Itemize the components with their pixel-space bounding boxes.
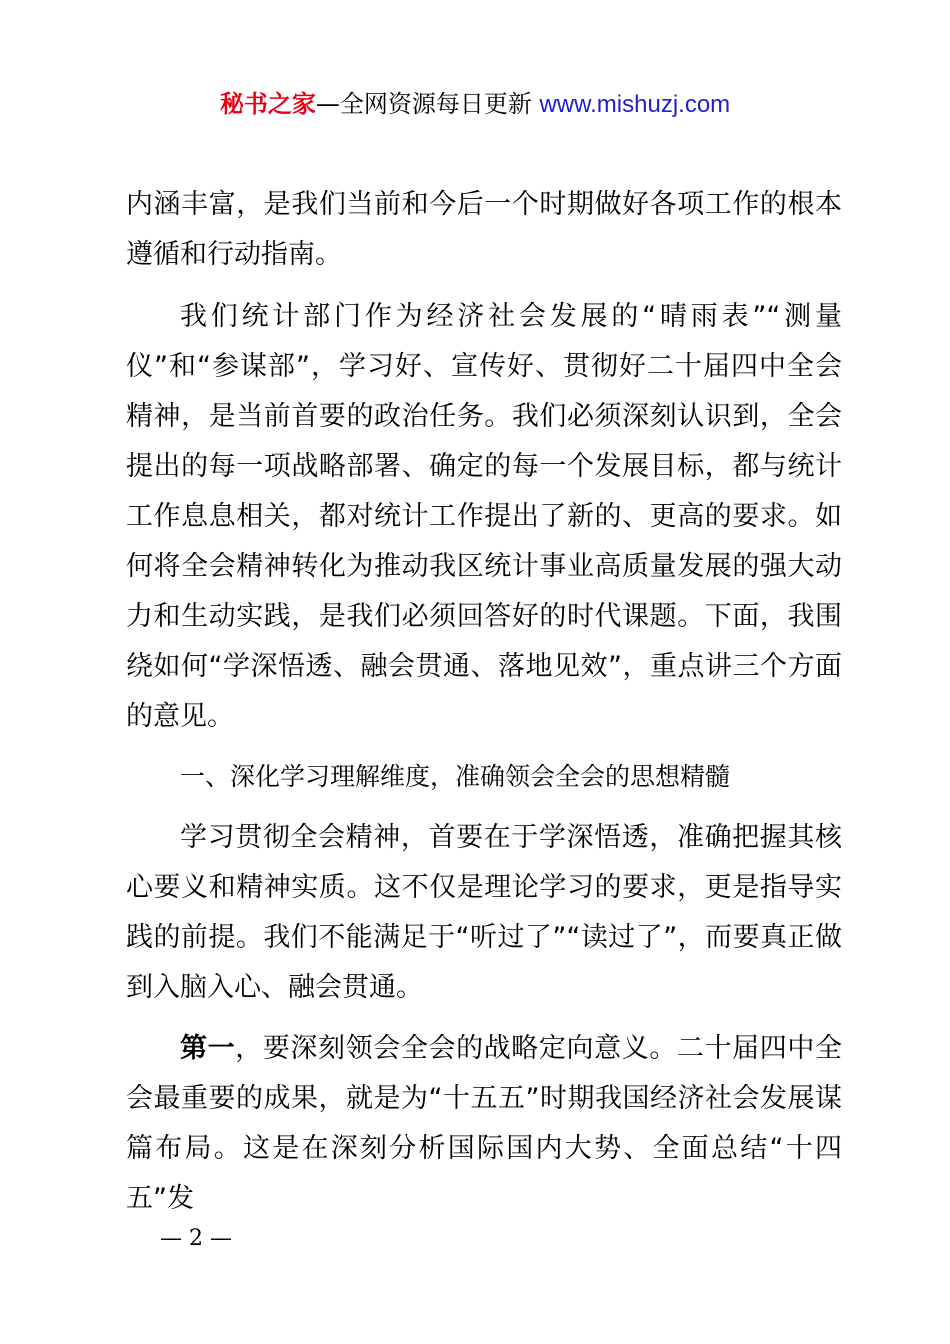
point-text: ，要深刻领会全会的战略定向意义。二十届四中全会最重要的成果，就是为“十五五”时期我国经济社会发展谋篇布局。这是在深刻分析国际国内大势、全面总结“十四五”发 xyxy=(126,1033,843,1214)
paragraph-continued: 内涵丰富，是我们当前和今后一个时期做好各项工作的根本遵循和行动指南。 xyxy=(126,189,842,270)
section-heading-1: 一、深化学习理解维度，准确领会全会的思想精髓 xyxy=(180,762,731,791)
page-number: — 2 — xyxy=(160,1226,232,1251)
site-header xyxy=(0,86,950,123)
paragraph-intro: 我们统计部门作为经济社会发展的“晴雨表”“测量仪”和“参谋部”，学习好、宣传好、贯彻好二十届四中全会精神，是当前首要的政治任务。我们必须深刻认识到，全会提出的每一项战略部署、确定的每一个发展目标，都与统计工作息息相关，都对统计工作提出了新的、更高的要求。如何将全会精神转化为推动我区统计事业高质量发展的强大动力和生动实践，是我们必须回答好的时代课题。下面，我围绕如何“学深悟透、融会贯通、落地见效”，重点讲三个方面的意见。 xyxy=(126,301,842,732)
site-brand: 秘书之家 xyxy=(219,90,316,118)
document-body xyxy=(126,180,842,1224)
point-lead: 第一 xyxy=(180,1033,236,1064)
paragraph-point-1 xyxy=(126,1024,842,1224)
paragraph-section-1: 学习贯彻全会精神，首要在于学深悟透，准确把握其核心要义和精神实质。这不仅是理论学习的要求，更是指导实践的前提。我们不能满足于“听过了”“读过了”，而要真正做到入脑入心、融会贯通。 xyxy=(126,822,842,1003)
site-url-link[interactable]: www.mishuzj.com xyxy=(539,91,731,118)
site-slogan: —全网资源每日更新 xyxy=(315,90,532,118)
